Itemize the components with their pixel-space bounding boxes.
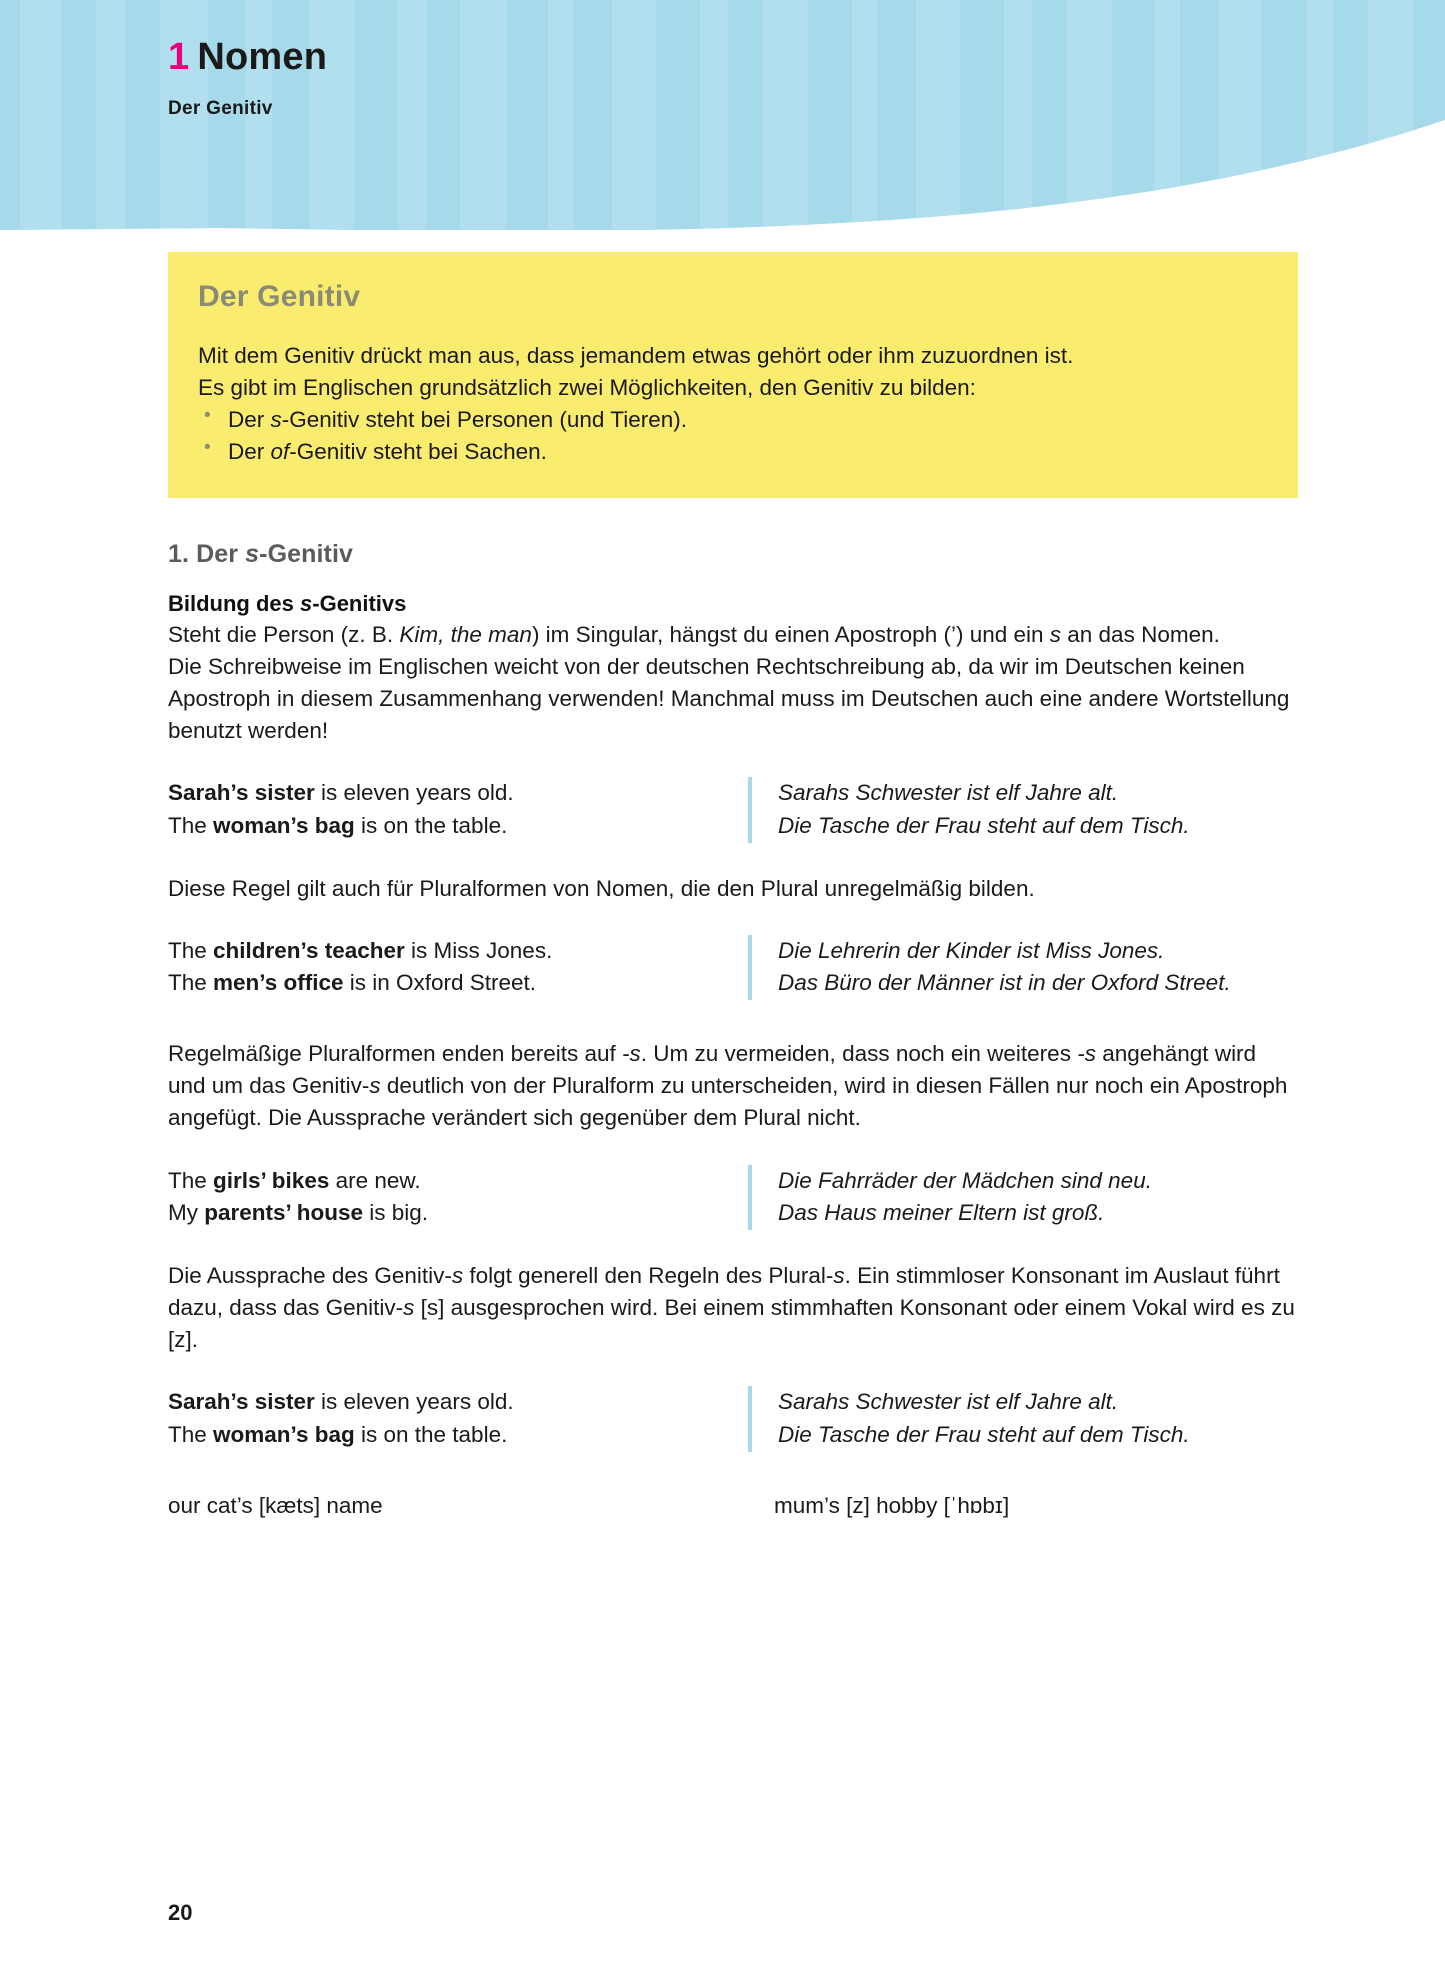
par-italic-s1: s [451,1262,464,1288]
example-english-column [168,935,748,1000]
en-lead: The [168,1167,214,1193]
en-lead: My [168,1200,205,1226]
info-box-bullet-list [198,404,1268,468]
example-block-2 [168,935,1298,1000]
info-box-heading: Der Genitiv [198,280,361,313]
par-text-a: Regelmäßige Pluralformen enden bereits auf [168,1041,622,1067]
example-english-column [168,1165,748,1230]
par-text-c: . Ein stimmloser Konsonant im Auslaut führt dazu, dass das Genitiv- [168,1262,1280,1321]
chapter-title: Nomen [197,36,328,78]
list-item [198,436,1268,468]
en-rest: is on the table. [354,1422,508,1448]
example-line-en [168,1419,728,1452]
en-rest: is Miss Jones. [404,937,553,963]
paragraph-pronunciation [168,1260,1298,1357]
chapter-subtitle: Der Genitiv [168,97,273,119]
par-italic-s1: -s [622,1041,641,1067]
bullet-text-italic: s [270,406,282,432]
bullet-text-post: -Genitiv steht bei Sachen. [289,438,547,464]
section-heading-pre: 1. Der [168,539,246,568]
en-lead: The [168,1422,214,1448]
en-highlight: parents’ house [204,1200,364,1226]
en-lead: The [168,937,214,963]
par-text-d: deutlich von der Pluralform zu unterscheiden, wird in diesen Fällen nur noch ein Apostroph angefügt. Die Aussprache verändert sich gegenüber dem Plural nicht. [168,1073,1288,1131]
example-line-de: Die Tasche der Frau steht auf dem Tisch. [778,1422,1190,1448]
banner-title-group [168,38,327,120]
info-box [168,252,1298,498]
en-rest: are new. [329,1167,421,1193]
par-text-italic-example: Kim, the man [399,621,532,647]
par-text-b: folgt generell den Regeln des Plural- [463,1262,834,1288]
en-lead: The [168,813,214,839]
sub-heading-pre: Bildung des [168,590,300,616]
par-text-d: [s] ausgesprochen wird. Bei einem stimmhaften Konsonant oder einem Vokal wird es zu [z]. [168,1295,1295,1353]
chapter-heading [168,38,327,78]
example-line-de: Sarahs Schwester ist elf Jahre alt. [778,1389,1119,1415]
page-number: 20 [168,1900,193,1925]
paragraph-regular-plurals [168,1038,1298,1135]
par-text-b: . Um zu vermeiden, dass noch ein weiteres [640,1041,1078,1067]
example-english-column [168,777,748,842]
bullet-text-post: -Genitiv steht bei Personen (und Tieren). [281,406,687,432]
example-block-1 [168,777,1298,842]
en-rest: is on the table. [354,813,508,839]
example-line-de: Sarahs Schwester ist elf Jahre alt. [778,780,1119,806]
sub-heading-post: -Genitivs [312,590,407,616]
example-line-en [168,1197,728,1230]
example-line-de: Das Haus meiner Eltern ist groß. [778,1200,1105,1226]
bullet-text-pre: Der [228,438,271,464]
example-line-en [168,935,728,968]
example-line-en [168,1386,728,1419]
en-highlight: woman’s bag [213,813,355,839]
example-line-en [168,1165,728,1198]
phonetics-row [168,1490,1298,1523]
en-highlight: men’s office [213,970,344,996]
example-block-3 [168,1165,1298,1230]
example-german-column [748,935,1298,1000]
en-rest: is in Oxford Street. [343,970,537,996]
example-line-de: Die Tasche der Frau steht auf dem Tisch. [778,813,1190,839]
chapter-number: 1 [168,36,190,78]
section-heading [168,540,1298,569]
en-rest: is eleven years old. [314,1389,514,1415]
example-german-column [748,1165,1298,1230]
page-header-banner [0,0,1445,230]
en-lead: The [168,970,214,996]
page-content [168,252,1298,1522]
section-heading-post: -Genitiv [259,539,354,568]
en-highlight: children’s teacher [213,937,405,963]
phonetic-example-cats: our cat’s [kæts] name [168,1492,383,1518]
paragraph-irregular-plurals: Diese Regel gilt auch für Pluralformen von Nomen, die den Plural unregelmäßig bilden. [168,875,1035,901]
par-text-a: Die Aussprache des Genitiv- [168,1262,452,1288]
example-line-de: Die Fahrräder der Mädchen sind neu. [778,1167,1152,1193]
example-line-de: Das Büro der Männer ist in der Oxford Street. [778,970,1231,996]
par-italic-s3: s [403,1295,415,1321]
bullet-text-pre: Der [228,406,271,432]
section-heading-italic: s [245,539,260,568]
en-highlight: Sarah’s sister [168,780,315,806]
sub-heading [168,591,1298,617]
en-highlight: woman’s bag [213,1422,355,1448]
example-block-4 [168,1386,1298,1451]
bullet-text-italic: of [270,438,290,464]
phonetic-example-mums: mum’s [z] hobby [ˈhɒbɪ] [774,1492,1010,1518]
paragraph-formation [168,619,1298,651]
par-text-b: ) im Singular, hängst du einen Apostroph (’) und ein [531,621,1050,647]
en-highlight: Sarah’s sister [168,1389,315,1415]
en-rest: is eleven years old. [314,780,514,806]
par-text-a: Steht die Person (z. B. [168,621,400,647]
sub-heading-italic: s [300,590,313,616]
example-english-column [168,1386,748,1451]
example-line-en [168,967,728,1000]
example-line-en [168,810,728,843]
example-line-de: Die Lehrerin der Kinder ist Miss Jones. [778,937,1165,963]
par-text-c: angehängt wird und um das Genitiv- [168,1041,1257,1099]
par-italic-s2: s [833,1262,845,1288]
par-italic-s2: -s [1077,1041,1096,1067]
example-german-column [748,1386,1298,1451]
en-rest: is big. [363,1200,429,1226]
phonetics-right [748,1490,1298,1523]
paragraph-spelling-note: Die Schreibweise im Englischen weicht von der deutschen Rechtschreibung ab, da wir im Deutschen keinen Apostroph in diesem Zusammenhang verwenden! Manchmal muss im Deutschen auch eine andere Wortstellung benutzt werden! [168,653,1290,744]
phonetics-left [168,1490,748,1523]
en-highlight: girls’ bikes [213,1167,330,1193]
par-italic-s3: s [369,1073,381,1099]
example-line-en [168,777,728,810]
par-text-c: an das Nomen. [1061,621,1220,647]
list-item [198,404,1268,436]
example-german-column [748,777,1298,842]
info-box-paragraph-1: Mit dem Genitiv drückt man aus, dass jemandem etwas gehört oder ihm zuzuordnen ist. [198,343,1074,368]
par-text-italic-s: s [1049,621,1062,647]
info-box-paragraph-2: Es gibt im Englischen grundsätzlich zwei Möglichkeiten, den Genitiv zu bilden: [198,374,976,400]
